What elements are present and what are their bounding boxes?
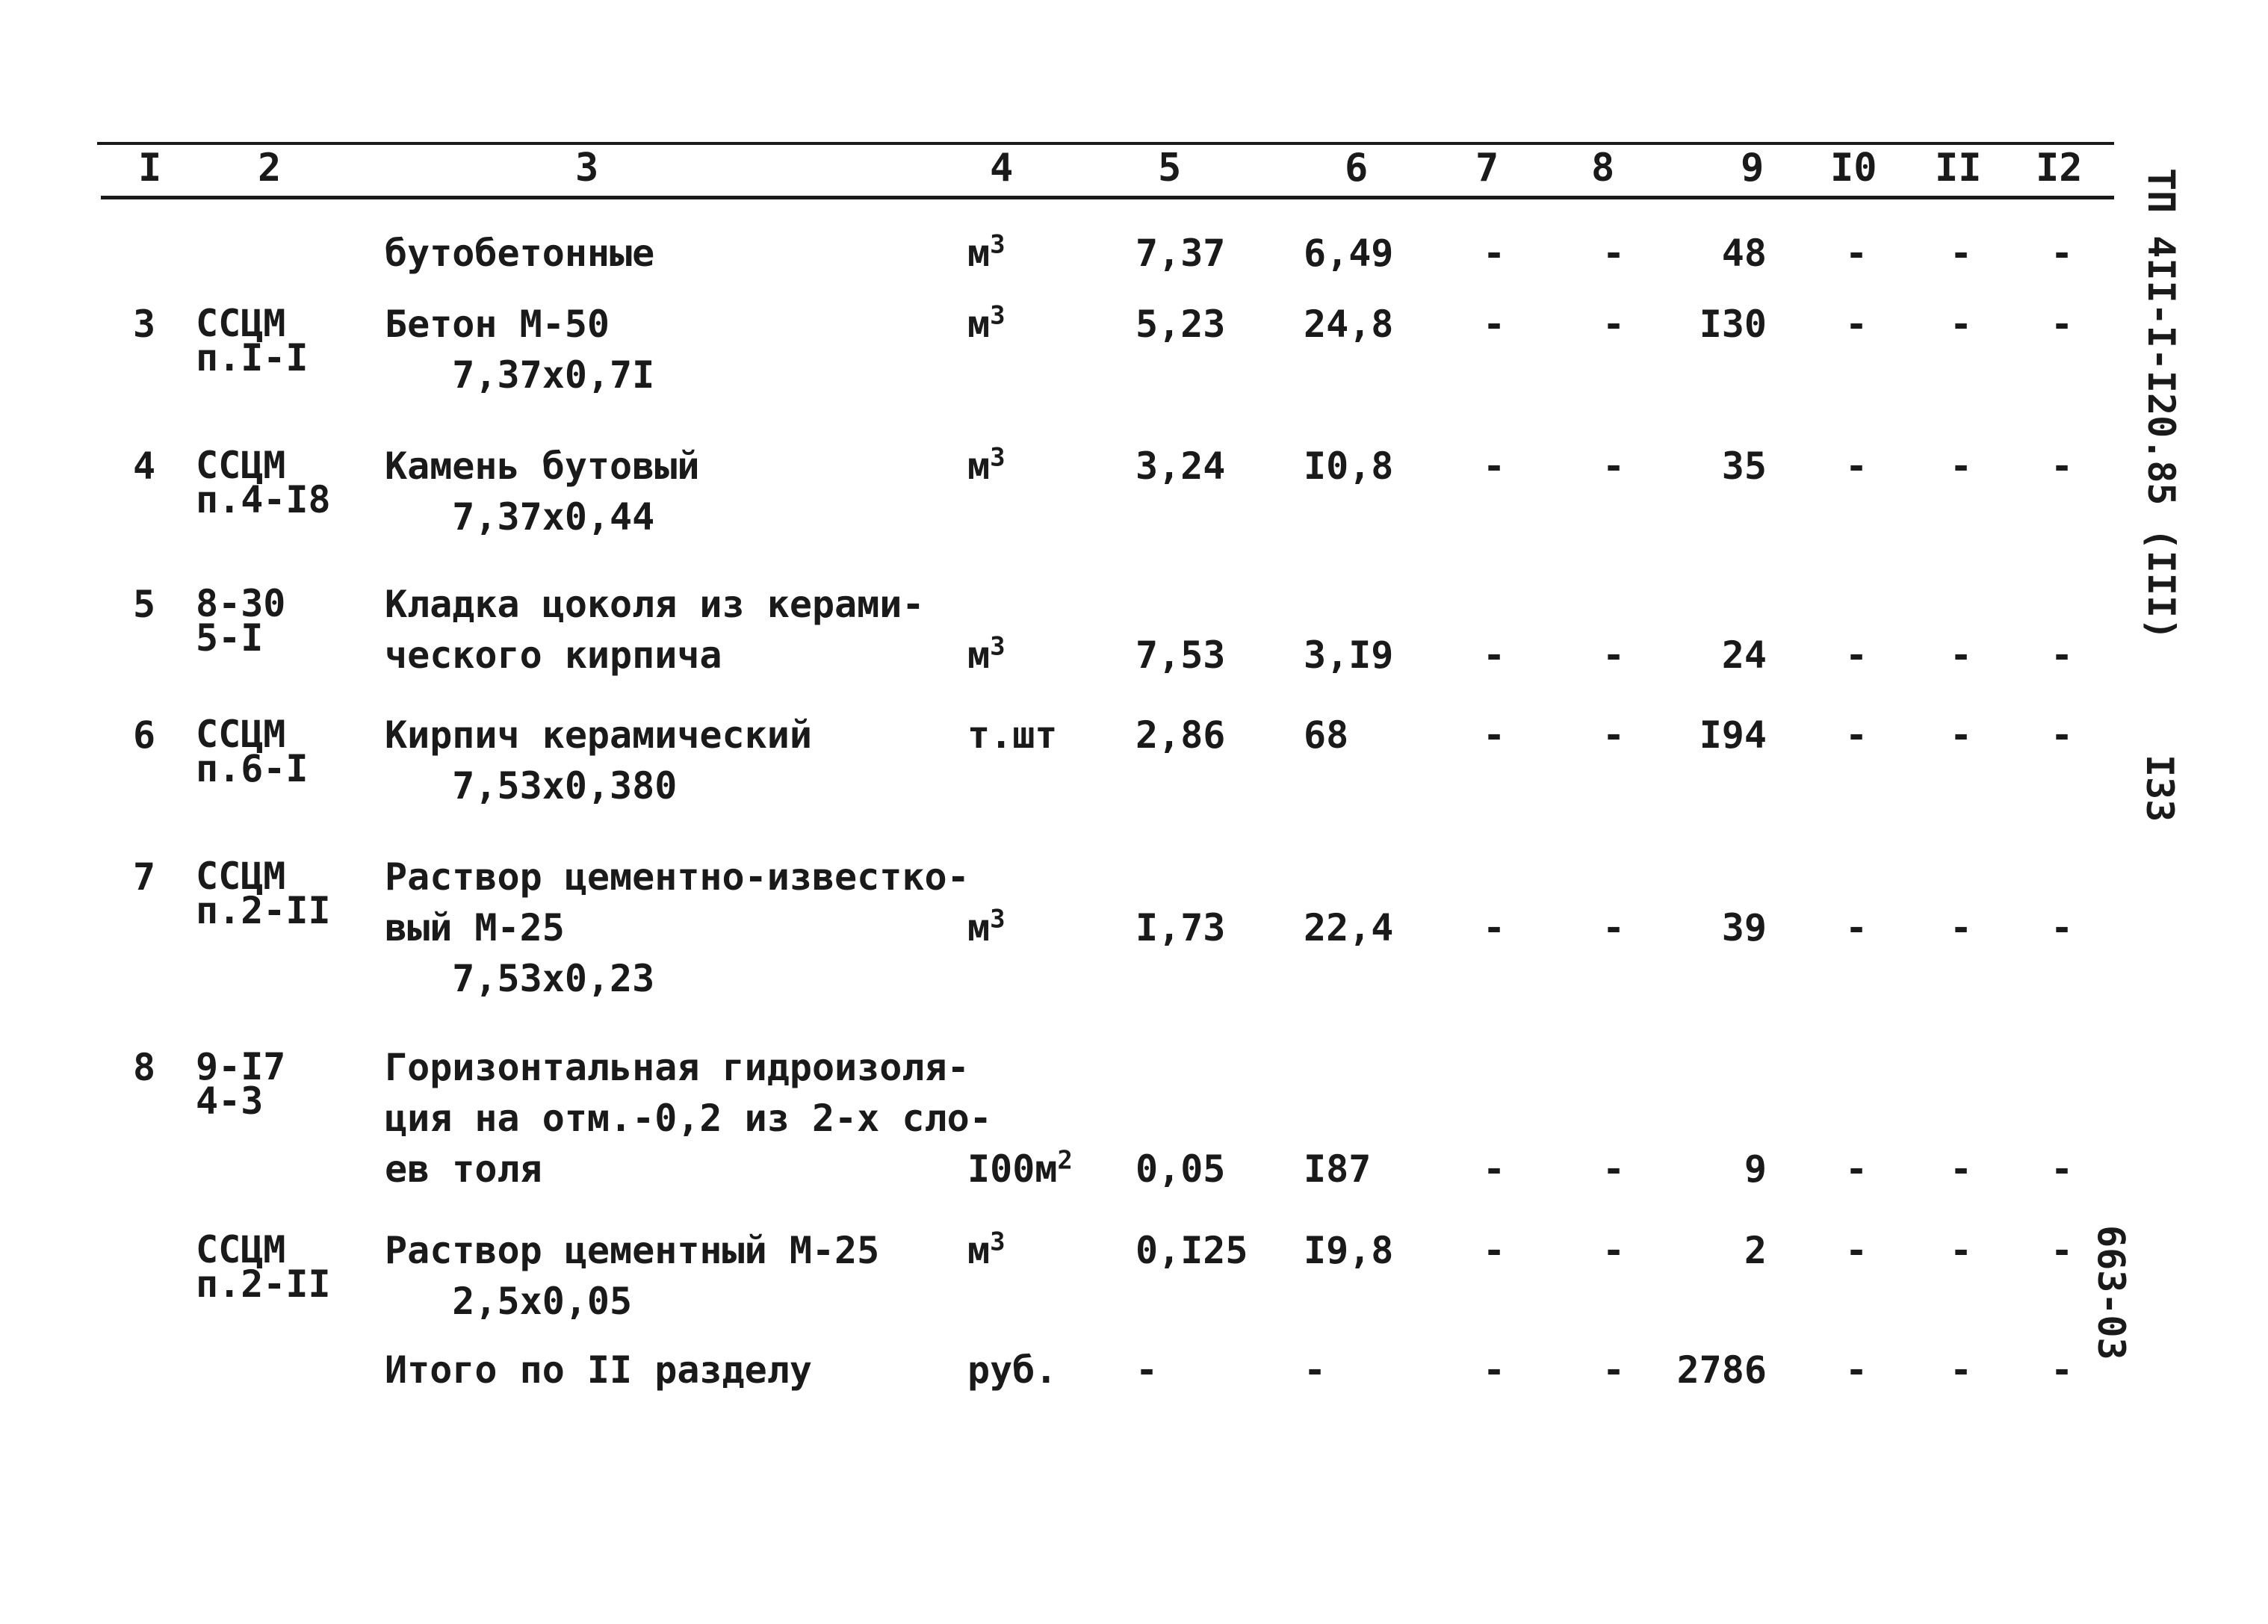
unit-exponent: 3 — [990, 1227, 1006, 1257]
column-header-3: 3 — [575, 146, 599, 190]
value-c12: - — [2051, 232, 2074, 275]
unit-text: руб. — [967, 1348, 1058, 1392]
column-header-5: 5 — [1158, 146, 1182, 190]
value-c11: - — [1950, 303, 1973, 346]
value-c8: - — [1602, 1229, 1626, 1272]
column-header-6: 6 — [1345, 146, 1369, 190]
value-c9: 39 — [1721, 906, 1767, 949]
work-description: ческого кирпича — [385, 633, 722, 677]
value-c10: - — [1845, 1229, 1868, 1272]
value-c9: 2 — [1744, 1229, 1767, 1272]
unit-text: м — [967, 633, 991, 677]
work-description: 7,53х0,380 — [385, 764, 678, 808]
work-description: 2,5х0,05 — [385, 1280, 633, 1323]
value-c5: I,73 — [1135, 906, 1226, 949]
norm-reference: ССЦМ — [196, 302, 286, 345]
value-c9: I30 — [1699, 303, 1767, 346]
value-c9: 2786 — [1676, 1348, 1767, 1392]
value-c5: 0,I25 — [1135, 1229, 1248, 1272]
value-c12: - — [2051, 1147, 2074, 1191]
row-number: 6 — [133, 713, 156, 757]
header-bottom-rule — [101, 196, 2114, 199]
unit-of-measure — [967, 441, 1006, 492]
row-number: 4 — [133, 444, 156, 488]
value-c8: - — [1602, 232, 1626, 275]
value-c6: I87 — [1304, 1147, 1372, 1191]
value-c9: 35 — [1721, 444, 1767, 488]
value-c8: - — [1602, 303, 1626, 346]
value-c12: - — [2051, 1229, 2074, 1272]
norm-reference: п.I-I — [196, 336, 309, 379]
unit-text: т.шт — [967, 713, 1058, 757]
work-description: 7,37х0,44 — [385, 495, 655, 539]
value-c6: 22,4 — [1304, 906, 1394, 949]
column-header-7: 7 — [1475, 146, 1499, 190]
column-header-9: 9 — [1741, 146, 1764, 190]
work-description: Раствор цементный М-25 — [385, 1229, 880, 1272]
work-description: Раствор цементно-известко- — [385, 855, 970, 899]
unit-exponent: 3 — [990, 631, 1006, 662]
column-header-1: I — [138, 146, 162, 190]
value-c9: 9 — [1744, 1147, 1767, 1191]
norm-reference: п.2-II — [196, 1262, 331, 1306]
unit-of-measure — [967, 228, 1006, 279]
work-description: Итого по II разделу — [385, 1348, 812, 1392]
unit-exponent: 3 — [990, 229, 1006, 260]
value-c11: - — [1950, 633, 1973, 677]
unit-exponent: 3 — [990, 904, 1006, 935]
unit-of-measure — [967, 1144, 1073, 1194]
work-description: ев толя — [385, 1147, 542, 1191]
value-c9: I94 — [1699, 713, 1767, 757]
value-c12: - — [2051, 633, 2074, 677]
column-header-2: 2 — [258, 146, 282, 190]
unit-text: м — [967, 906, 991, 949]
value-c5: 7,53 — [1135, 633, 1226, 677]
value-c11: - — [1950, 444, 1973, 488]
unit-of-measure — [967, 902, 1006, 953]
row-number: 5 — [133, 583, 156, 626]
value-c7: - — [1483, 1348, 1506, 1392]
norm-reference: п.6-I — [196, 747, 309, 790]
value-c6: - — [1304, 1348, 1327, 1392]
norm-reference: ССЦМ — [196, 1228, 286, 1271]
value-c10: - — [1845, 1147, 1868, 1191]
unit-text: м — [967, 444, 991, 488]
unit-exponent: 2 — [1057, 1145, 1073, 1176]
work-description: Кладка цоколя из керами- — [385, 583, 925, 626]
value-c10: - — [1845, 633, 1868, 677]
value-c7: - — [1483, 906, 1506, 949]
column-header-10: I0 — [1830, 146, 1877, 190]
value-c7: - — [1483, 713, 1506, 757]
value-c10: - — [1845, 906, 1868, 949]
unit-text: I00м — [967, 1147, 1058, 1191]
column-header-12: I2 — [2036, 146, 2083, 190]
value-c11: - — [1950, 232, 1973, 275]
sheet-code-label: 663-03 — [2089, 1225, 2133, 1360]
work-description: ция на отм.-0,2 из 2-х сло- — [385, 1097, 992, 1140]
value-c10: - — [1845, 1348, 1868, 1392]
unit-text: м — [967, 303, 991, 346]
norm-reference: п.4-I8 — [196, 478, 331, 521]
work-description: 7,37х0,7I — [385, 353, 655, 397]
value-c12: - — [2051, 713, 2074, 757]
value-c5: 3,24 — [1135, 444, 1226, 488]
column-header-8: 8 — [1591, 146, 1615, 190]
value-c8: - — [1602, 713, 1626, 757]
unit-of-measure — [967, 710, 1057, 760]
value-c10: - — [1845, 444, 1868, 488]
value-c12: - — [2051, 906, 2074, 949]
work-description: Кирпич керамический — [385, 713, 812, 757]
value-c5: 7,37 — [1135, 232, 1226, 275]
norm-reference: 9-I7 — [196, 1045, 286, 1088]
row-number: 7 — [133, 855, 156, 899]
work-description: Камень бутовый — [385, 444, 700, 488]
column-header-4: 4 — [990, 146, 1014, 190]
unit-of-measure — [967, 299, 1006, 350]
value-c10: - — [1845, 303, 1868, 346]
value-c7: - — [1483, 303, 1506, 346]
value-c10: - — [1845, 713, 1868, 757]
norm-reference: ССЦМ — [196, 444, 286, 487]
value-c12: - — [2051, 444, 2074, 488]
column-header-11: II — [1935, 146, 1982, 190]
value-c5: - — [1135, 1348, 1159, 1392]
unit-of-measure — [967, 630, 1006, 681]
value-c7: - — [1483, 232, 1506, 275]
value-c8: - — [1602, 633, 1626, 677]
norm-reference: 4-3 — [196, 1079, 264, 1123]
value-c5: 0,05 — [1135, 1147, 1226, 1191]
unit-of-measure — [967, 1225, 1006, 1276]
value-c11: - — [1950, 1147, 1973, 1191]
work-description: Бетон М-50 — [385, 303, 610, 346]
unit-exponent: 3 — [990, 300, 1006, 331]
work-description: вый М-25 — [385, 906, 565, 949]
value-c6: 68 — [1304, 713, 1349, 757]
value-c7: - — [1483, 444, 1506, 488]
work-description: 7,53х0,23 — [385, 957, 655, 1000]
value-c7: - — [1483, 633, 1506, 677]
value-c9: 24 — [1721, 633, 1767, 677]
value-c12: - — [2051, 1348, 2074, 1392]
norm-reference: п.2-II — [196, 889, 331, 932]
row-number: 8 — [133, 1046, 156, 1089]
norm-reference: ССЦМ — [196, 855, 286, 898]
value-c6: I0,8 — [1304, 444, 1394, 488]
value-c11: - — [1950, 906, 1973, 949]
value-c8: - — [1602, 1147, 1626, 1191]
value-c8: - — [1602, 906, 1626, 949]
page-number-label: I33 — [2138, 754, 2181, 822]
value-c10: - — [1845, 232, 1868, 275]
value-c8: - — [1602, 444, 1626, 488]
value-c9: 48 — [1721, 232, 1767, 275]
norm-reference: 5-I — [196, 616, 264, 660]
work-description: бутобетонные — [385, 232, 655, 275]
document-code-label: ТП 4II-I-I20.85 (III) — [2140, 168, 2183, 641]
value-c7: - — [1483, 1229, 1506, 1272]
norm-reference: ССЦМ — [196, 713, 286, 756]
unit-text: м — [967, 1229, 991, 1272]
value-c6: 24,8 — [1304, 303, 1394, 346]
value-c11: - — [1950, 1348, 1973, 1392]
work-description: Горизонтальная гидроизоля- — [385, 1046, 970, 1089]
table-top-rule — [97, 142, 2114, 145]
unit-of-measure — [967, 1345, 1057, 1395]
value-c11: - — [1950, 713, 1973, 757]
unit-text: м — [967, 232, 991, 275]
row-number: 3 — [133, 303, 156, 346]
value-c5: 5,23 — [1135, 303, 1226, 346]
value-c8: - — [1602, 1348, 1626, 1392]
value-c7: - — [1483, 1147, 1506, 1191]
unit-exponent: 3 — [990, 442, 1006, 473]
value-c6: 3,I9 — [1304, 633, 1394, 677]
value-c11: - — [1950, 1229, 1973, 1272]
value-c12: - — [2051, 303, 2074, 346]
norm-reference: 8-30 — [196, 582, 286, 625]
value-c6: I9,8 — [1304, 1229, 1394, 1272]
value-c6: 6,49 — [1304, 232, 1394, 275]
value-c5: 2,86 — [1135, 713, 1226, 757]
